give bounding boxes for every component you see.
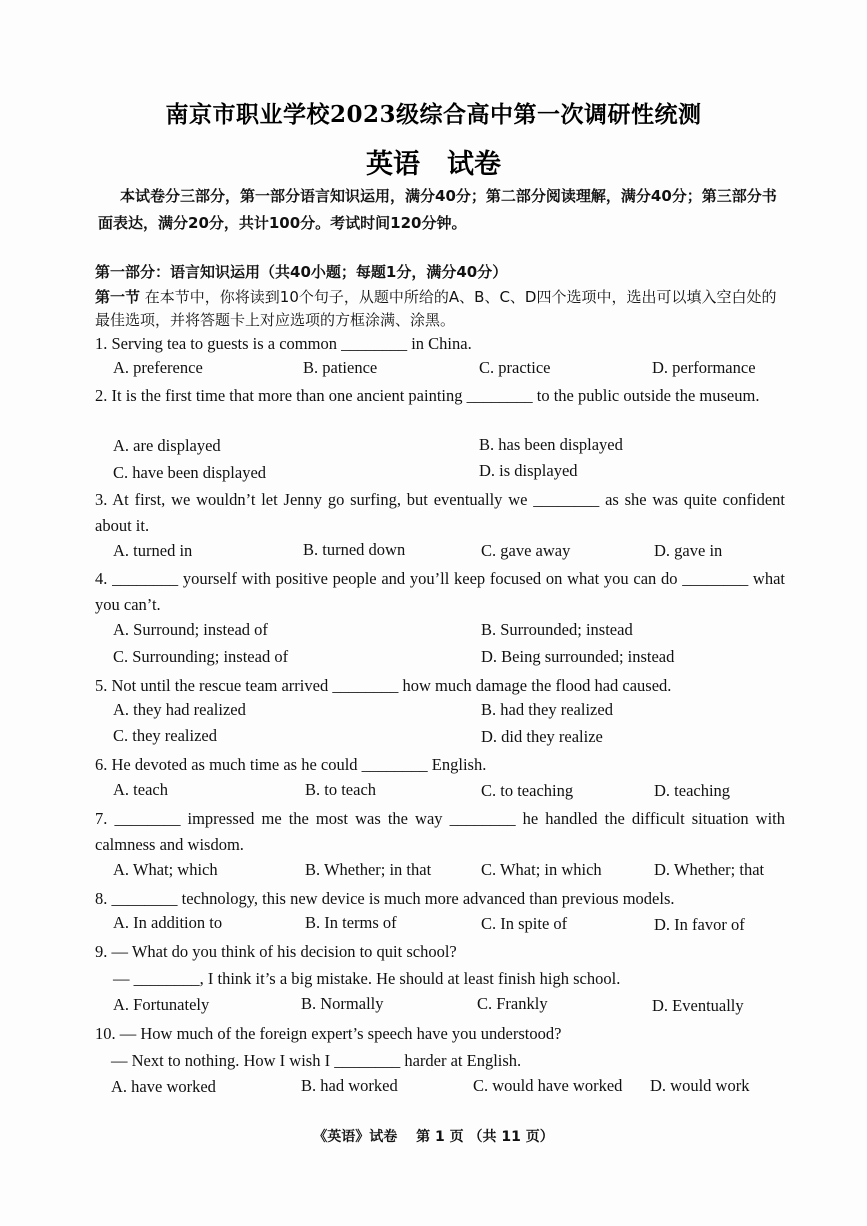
- option-c: C. they realized: [113, 726, 217, 745]
- option-c: C. gave away: [481, 541, 571, 560]
- question-response: — Next to nothing. How I wish I ________ harder at English.: [111, 1051, 522, 1070]
- question-stem: 8. ________ technology, this new device is much more advanced than previous models.: [95, 889, 675, 908]
- option-d: D. performance: [652, 358, 756, 377]
- option-b: B. has been displayed: [479, 435, 623, 454]
- option-d: D. gave in: [654, 541, 723, 560]
- option-c: C. In spite of: [481, 914, 568, 933]
- exam-subject: 英语 试卷: [366, 149, 501, 180]
- question-stem: 7. ________ impressed me the most was the way ________ he handled the difficult situation with calmness and wisdom.: [95, 809, 785, 854]
- option-c: C. Surrounding; instead of: [113, 647, 289, 666]
- option-d: D. would work: [650, 1076, 750, 1095]
- section1-text: 在本节中，你将读到10个句子，从题中所给的A、B、C、D四个选项中，选出可以填入空白处的最佳选项，并将答题卡上对应选项的方框涂满、涂黑。: [95, 288, 777, 329]
- question-stem: 9. — What do you think of his decision to quit school?: [95, 942, 457, 961]
- option-a: A. teach: [113, 780, 168, 799]
- part1-heading: 第一部分：语言知识运用（共40小题；每题1分，满分40分）: [95, 263, 508, 281]
- option-c: C. practice: [479, 358, 551, 377]
- exam-title: 南京市职业学校2023级综合高中第一次调研性统测: [165, 101, 702, 128]
- question-stem: 10. — How much of the foreign expert’s speech have you understood?: [95, 1024, 562, 1043]
- option-a: A. they had realized: [113, 700, 246, 719]
- option-a: A. have worked: [111, 1077, 216, 1096]
- option-a: A. turned in: [113, 541, 193, 560]
- question-stem: 2. It is the first time that more than one ancient painting ________ to the public outside the museum.: [95, 386, 760, 405]
- option-a: A. Surround; instead of: [113, 620, 268, 639]
- exam-intro: 本试卷分三部分，第一部分语言知识运用，满分40分；第二部分阅读理解，满分40分；第三部分书面表达，满分20分，共计100分。考试时间120分钟。: [98, 187, 777, 232]
- option-a: A. preference: [113, 358, 203, 377]
- option-d: D. In favor of: [654, 915, 745, 934]
- question-stem: 3. At first, we wouldn’t let Jenny go surfing, but eventually we ________ as she was quite confident about it.: [95, 490, 785, 535]
- option-b: B. Surrounded; instead: [481, 620, 633, 639]
- question-stem: 1. Serving tea to guests is a common ________ in China.: [95, 334, 472, 353]
- option-b: B. In terms of: [305, 913, 397, 932]
- option-d: D. Being surrounded; instead: [481, 647, 675, 666]
- question-stem: 6. He devoted as much time as he could ________ English.: [95, 755, 487, 774]
- option-a: A. What; which: [113, 860, 218, 879]
- section1-label: 第一节: [95, 288, 141, 306]
- option-a: A. In addition to: [113, 913, 223, 932]
- option-b: B. turned down: [303, 540, 406, 559]
- option-d: D. did they realize: [481, 727, 603, 746]
- option-d: D. Whether; that: [654, 860, 765, 879]
- question-stem: 5. Not until the rescue team arrived ________ how much damage the flood had caused.: [95, 676, 672, 695]
- question-stem: 4. ________ yourself with positive people and you’ll keep focused on what you can do ________ what you can’t.: [95, 569, 785, 614]
- page-footer: 《英语》试卷 第 1 页 （共 11 页）: [313, 1129, 554, 1145]
- option-d: D. Eventually: [652, 996, 744, 1015]
- option-b: B. Normally: [301, 994, 384, 1013]
- section1-instructions: [95, 286, 783, 332]
- option-c: C. What; in which: [481, 860, 602, 879]
- option-c: C. have been displayed: [113, 463, 267, 482]
- option-b: B. Whether; in that: [305, 860, 432, 879]
- option-a: A. are displayed: [113, 436, 221, 455]
- option-c: C. Frankly: [477, 994, 548, 1013]
- option-b: B. had they realized: [481, 700, 613, 719]
- option-d: D. teaching: [654, 781, 731, 800]
- option-d: D. is displayed: [479, 461, 578, 480]
- question-response: — ________, I think it’s a big mistake. He should at least finish high school.: [113, 969, 621, 988]
- option-b: B. had worked: [301, 1076, 398, 1095]
- option-c: C. would have worked: [473, 1076, 623, 1095]
- option-b: B. to teach: [305, 780, 377, 799]
- option-a: A. Fortunately: [113, 995, 210, 1014]
- option-c: C. to teaching: [481, 781, 574, 800]
- option-b: B. patience: [303, 358, 378, 377]
